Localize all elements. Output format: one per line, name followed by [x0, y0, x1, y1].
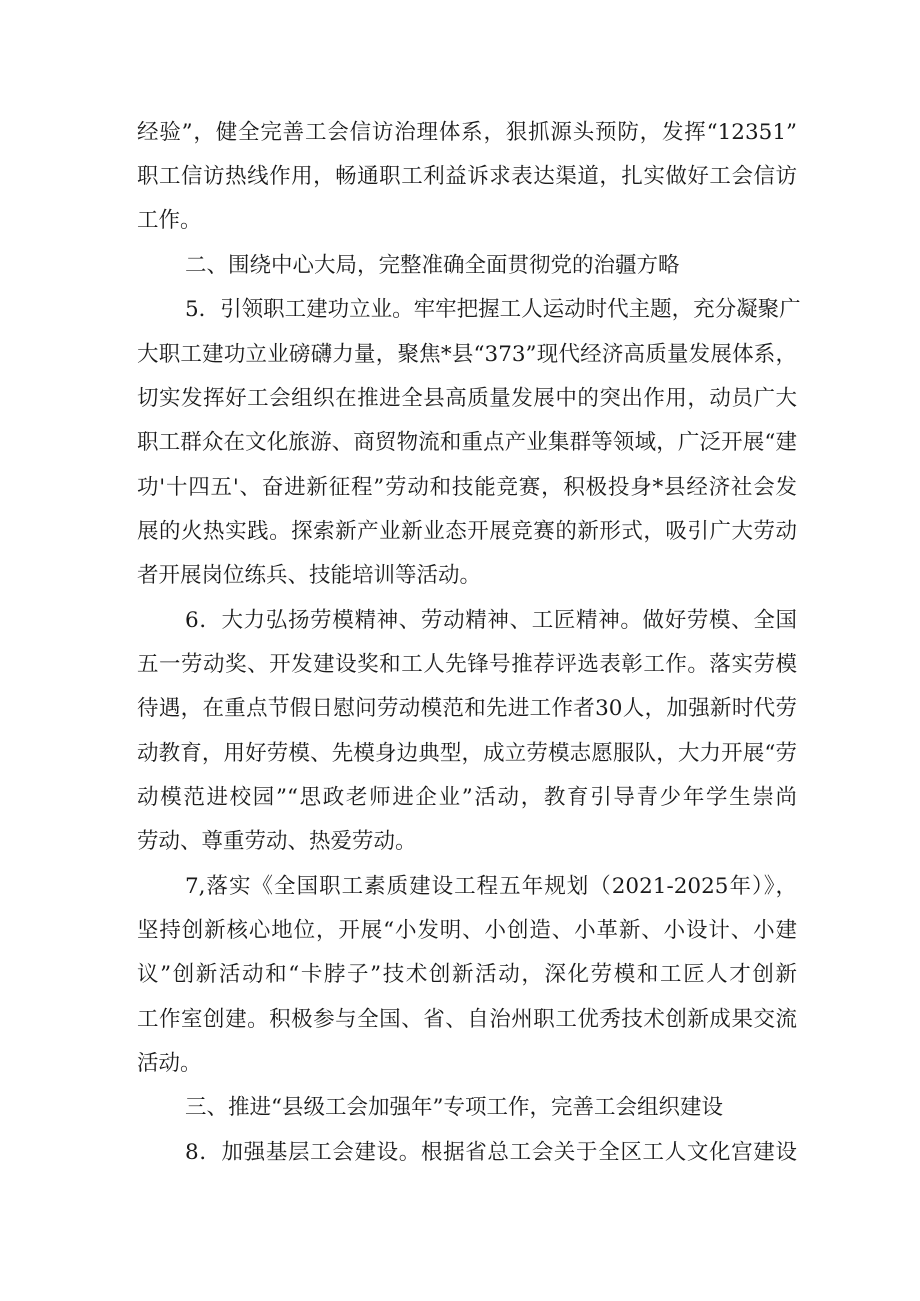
text-line: 7,落实《全国职工素质建设工程五年规划（2021-2025年）》， [185, 874, 797, 899]
text-line: 动教育，用好劳模、先模身边典型，成立劳模志愿服队，大力开展“劳 [137, 741, 797, 766]
text-line: 6．大力弘扬劳模精神、劳动精神、工匠精神。做好劳模、全国 [185, 608, 797, 633]
text-line: 议”创新活动和“卡脖子”技术创新活动，深化劳模和工匠人才创新 [137, 962, 797, 987]
text-line: 活动。 [137, 1051, 202, 1076]
text-line: 8．加强基层工会建设。根据省总工会关于全区工人文化宫建设 [185, 1140, 797, 1165]
text-line: 切实发挥好工会组织在推进全县高质量发展中的突出作用，动员广大 [137, 386, 797, 411]
text-line: 展的火热实践。探索新产业新业态开展竞赛的新形式，吸引广大劳动 [137, 519, 797, 544]
text-line: 者开展岗位练兵、技能培训等活动。 [137, 563, 482, 588]
text-line: 劳动、尊重劳动、热爱劳动。 [137, 829, 417, 854]
section-heading: 二、围绕中心大局，完整准确全面贯彻党的治疆方略 [185, 253, 680, 278]
section-heading: 三、推进“县级工会加强年”专项工作，完善工会组织建设 [185, 1095, 723, 1120]
text-line: 职工信访热线作用，畅通职工利益诉求表达渠道，扎实做好工会信访 [137, 164, 797, 189]
text-line: 坚持创新核心地位，开展“小发明、小创造、小革新、小设计、小建 [137, 918, 797, 943]
text-line: 五一劳动奖、开发建设奖和工人先锋号推荐评选表彰工作。落实劳模 [137, 652, 797, 677]
text-line: 待遇，在重点节假日慰问劳动模范和先进工作者30人，加强新时代劳 [137, 696, 797, 721]
text-line: 经验”，健全完善工会信访治理体系，狠抓源头预防，发挥“12351” [137, 120, 797, 145]
text-line: 功'十四五'、奋进新征程”劳动和技能竞赛，积极投身*县经济社会发 [137, 475, 797, 500]
text-line: 大职工建功立业磅礴力量，聚焦*县“373”现代经济高质量发展体系， [137, 342, 797, 367]
text-line: 工作。 [137, 208, 202, 233]
text-line: 工作室创建。积极参与全国、省、自治州职工优秀技术创新成果交流 [137, 1007, 797, 1032]
text-line: 动模范进校园”“思政老师进企业”活动，教育引导青少年学生崇尚 [137, 785, 797, 810]
text-line: 5．引领职工建功立业。牢牢把握工人运动时代主题，充分凝聚广 [185, 297, 801, 322]
text-line: 职工群众在文化旅游、商贸物流和重点产业集群等领域，广泛开展“建 [137, 430, 797, 455]
